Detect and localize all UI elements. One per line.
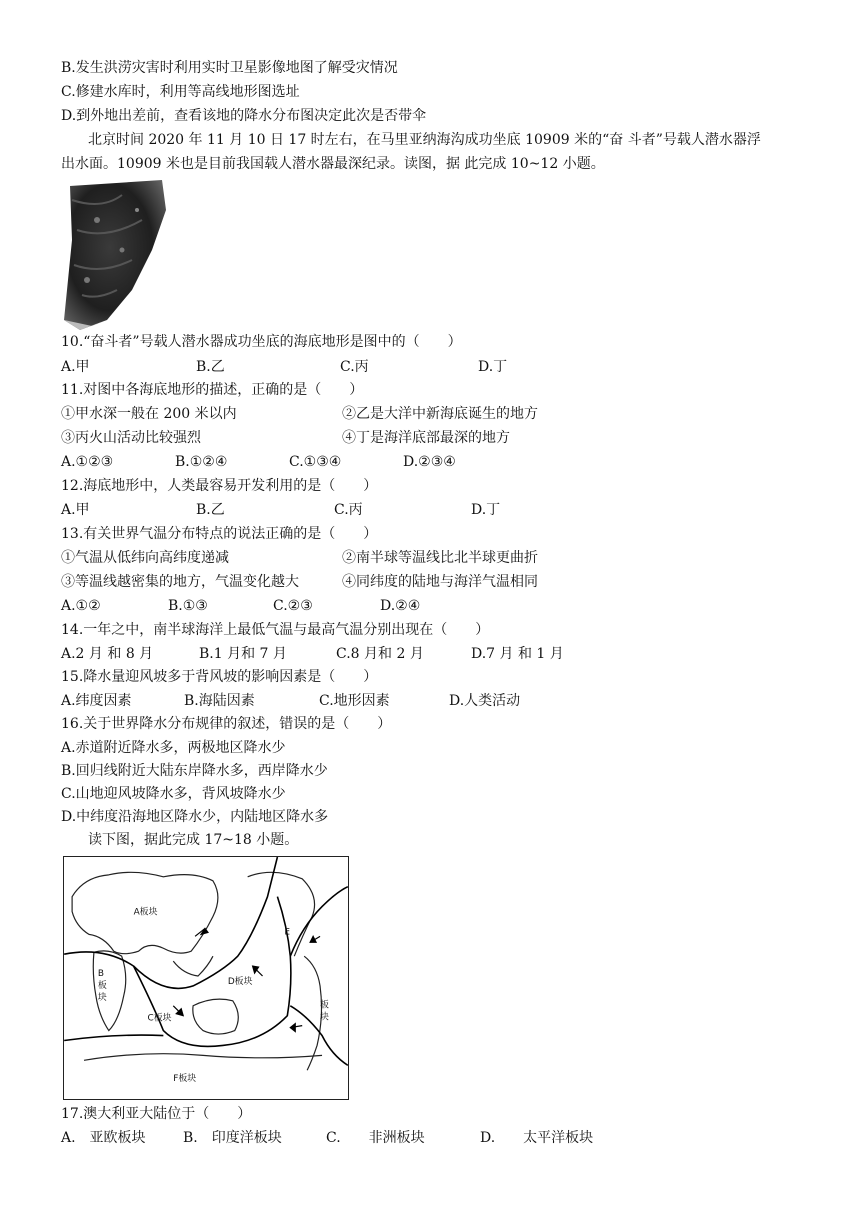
q13-option-c[interactable]: C.②③ (273, 598, 313, 614)
q14-option-a[interactable]: A.2 月 和 8 月 (61, 646, 154, 662)
q14-option-c[interactable]: C.8 月和 2 月 (336, 646, 424, 662)
q11-option-d[interactable]: D.②③④ (403, 454, 456, 470)
option-line-b: B.发生洪涝灾害时利用实时卫星影像地图了解受灾情况 (61, 60, 398, 76)
map-label-a-plate: A板块 (133, 907, 158, 918)
q16-option-b[interactable]: B.回归线附近大陆东岸降水多，西岸降水少 (61, 763, 328, 779)
question-14-stem: 14.一年之中，南半球海洋上最低气温与最高气温分别出现在（ ） (61, 622, 490, 638)
plate-map (63, 856, 349, 1100)
q14-option-d[interactable]: D.7 月 和 1 月 (471, 646, 564, 662)
q16-option-d[interactable]: D.中纬度沿海地区降水少，内陆地区降水多 (61, 809, 329, 825)
q12-option-c[interactable]: C.丙 (334, 502, 363, 518)
q16-option-c[interactable]: C.山地迎风坡降水多，背风坡降水少 (61, 786, 286, 802)
seafloor-photo (62, 180, 168, 330)
map-label-f-plate: F板块 (173, 1074, 197, 1085)
q10-option-c[interactable]: C.丙 (340, 359, 369, 375)
question-13-stem: 13.有关世界气温分布特点的说法正确的是（ ） (61, 526, 378, 542)
q13-statement-1: ①气温从低纬向高纬度递减 (61, 550, 229, 566)
map-label-d-plate: D板块 (227, 976, 253, 987)
map-label-b-ban: 板 (97, 980, 107, 991)
q11-option-a[interactable]: A.①②③ (61, 454, 114, 470)
map-label-right-kuai: 块 (320, 1012, 329, 1023)
q13-option-a[interactable]: A.①② (61, 598, 101, 614)
q13-statement-2: ②南半球等温线比北半球更曲折 (342, 550, 538, 566)
q13-statement-3: ③等温线越密集的地方，气温变化越大 (61, 574, 299, 590)
q11-statement-4: ④丁是海洋底部最深的地方 (342, 430, 510, 446)
intro-paragraph-line-2: 出水面。10909 米也是目前我国载人潜水器最深纪录。读图，据 此完成 10~12 小题。 (61, 156, 605, 172)
q13-option-d[interactable]: D.②④ (380, 598, 421, 614)
map-label-c-plate: C板块 (147, 1013, 172, 1024)
question-10-stem: 10.“奋斗者”号载人潜水器成功坐底的海底地形是图中的（ ） (61, 334, 462, 350)
question-12-stem: 12.海底地形中，人类最容易开发利用的是（ ） (61, 478, 378, 494)
q16-option-a[interactable]: A.赤道附近降水多，两极地区降水少 (61, 740, 286, 756)
map-label-b: B (97, 969, 105, 980)
q10-option-b[interactable]: B.乙 (196, 359, 225, 375)
q17-option-d[interactable]: D. 太平洋板块 (480, 1130, 594, 1146)
question-16-stem: 16.关于世界降水分布规律的叙述，错误的是（ ） (61, 716, 392, 732)
option-line-d: D.到外地出差前，查看该地的降水分布图决定此次是否带伞 (61, 108, 427, 124)
q11-statement-2: ②乙是大洋中新海底诞生的地方 (342, 406, 538, 422)
q12-option-b[interactable]: B.乙 (196, 502, 225, 518)
question-11-stem: 11.对图中各海底地形的描述，正确的是（ ） (61, 382, 364, 398)
map-label-e: E (284, 927, 290, 938)
intro-paragraph-line-1: 北京时间 2020 年 11 月 10 日 17 时左右，在马里亚纳海沟成功坐底 10909 米的“奋 斗者”号载人潜水器浮 (88, 132, 761, 148)
map-label-b-kuai: 块 (97, 992, 107, 1003)
q12-option-a[interactable]: A.甲 (61, 502, 90, 518)
q15-option-d[interactable]: D.人类活动 (449, 693, 521, 709)
q12-option-d[interactable]: D.丁 (471, 502, 501, 518)
q10-option-d[interactable]: D.丁 (478, 359, 508, 375)
q14-option-b[interactable]: B.1 月和 7 月 (199, 646, 287, 662)
q17-option-b[interactable]: B. 印度洋板块 (183, 1130, 282, 1146)
q17-option-a[interactable]: A. 亚欧板块 (61, 1130, 146, 1146)
q11-statement-3: ③丙火山活动比较强烈 (61, 430, 201, 446)
q10-option-a[interactable]: A.甲 (61, 359, 90, 375)
q15-option-a[interactable]: A.纬度因素 (61, 693, 132, 709)
q15-option-c[interactable]: C.地形因素 (319, 693, 390, 709)
map-label-right-ban: 板 (320, 1000, 329, 1011)
question-17-stem: 17.澳大利亚大陆位于（ ） (61, 1106, 252, 1122)
q11-option-c[interactable]: C.①③④ (289, 454, 342, 470)
q11-option-b[interactable]: B.①②④ (175, 454, 228, 470)
option-line-c: C.修建水库时，利用等高线地形图选址 (61, 84, 300, 100)
map-intro: 读下图，据此完成 17~18 小题。 (88, 832, 299, 848)
q15-option-b[interactable]: B.海陆因素 (184, 693, 255, 709)
q13-option-b[interactable]: B.①③ (168, 598, 208, 614)
q17-option-c[interactable]: C. 非洲板块 (326, 1130, 425, 1146)
question-15-stem: 15.降水量迎风坡多于背风坡的影响因素是（ ） (61, 669, 378, 685)
q13-statement-4: ④同纬度的陆地与海洋气温相同 (342, 574, 538, 590)
q11-statement-1: ①甲水深一般在 200 米以内 (61, 406, 237, 422)
